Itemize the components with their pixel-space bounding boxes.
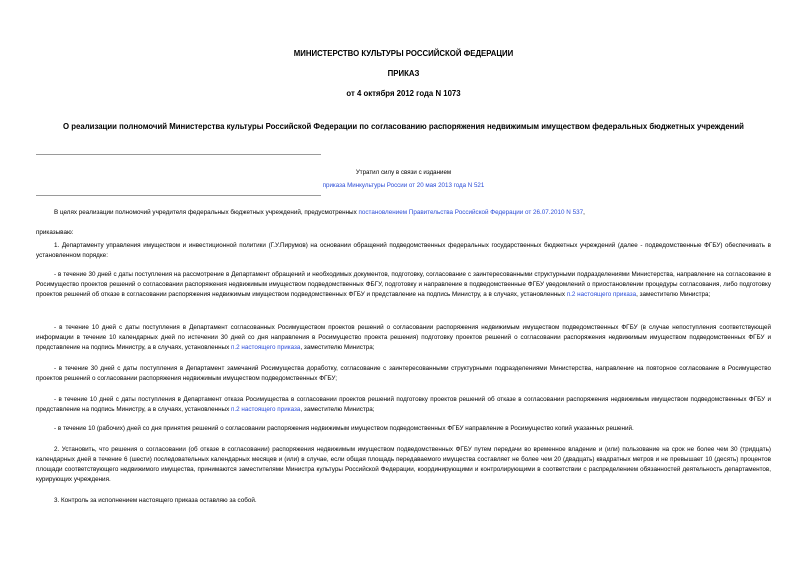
clause-2-link[interactable]: п.2 настоящего приказа bbox=[566, 291, 637, 298]
bullet-1 bbox=[36, 270, 771, 300]
paragraph-1: 1. Департаменту управления имуществом и инвестиционной политики (Г.У.Пирумов) на основании обращений подведомственных федеральных государственных бюджетных учреждений (далее - подведомственные ФГБУ) обеспечивать в установленном порядке: bbox=[36, 242, 771, 259]
bullet-3: - в течение 30 дней с даты поступления в Департамент замечаний Росимущества доработку, согласование с заинтересованными структурными подразделениями Министерства, направление на повторное согласование в Росимущество проектов решений о согласовании распоряжения недвижимым имуществом подведомственных ФГБУ; bbox=[36, 365, 771, 382]
doc-date-number: от 4 октября 2012 года N 1073 bbox=[346, 89, 461, 98]
repeal-order-link[interactable]: приказа Минкультуры России от 20 мая 2013 года N 521 bbox=[322, 182, 485, 189]
ministry-header: МИНИСТЕРСТВО КУЛЬТУРЫ РОССИЙСКОЙ ФЕДЕРАЦИИ bbox=[293, 49, 514, 58]
repeal-note: Утратил силу в связи с изданием bbox=[355, 169, 452, 176]
divider-top bbox=[36, 154, 321, 155]
order-word: приказываю: bbox=[36, 229, 74, 236]
divider-bottom bbox=[36, 195, 321, 196]
paragraph-3: 3. Контроль за исполнением настоящего приказа оставляю за собой. bbox=[54, 497, 257, 504]
bullet-1-end: , заместителю Министра; bbox=[636, 291, 711, 298]
paragraph-2: 2. Установить, что решения о согласовании (об отказе в согласовании) распоряжения недвижимым имуществом подведомственных ФГБУ путем передачи во временное владение и (или) пользование на срок не более чем 30 (тридцать) календарных дней в течение 6 (шести) последовательных календарных месяцев и (или) в случае, если общая площадь передаваемого имущества составляет не более чем 20 (двадцать) квадратных метров и не превышает 10 (десять) процентов площади соответствующего недвижимого имущества, принимаются заместителями Министра культуры Российской Федерации, координирующими и контролирующими в соответствии с распределением обязанностей деятельность департаментов, курирующих учреждения. bbox=[36, 446, 771, 483]
bullet-2-end: , заместителю Министра; bbox=[300, 344, 375, 351]
bullet-2 bbox=[36, 323, 771, 353]
intro-paragraph bbox=[36, 208, 771, 218]
clause-2-link[interactable]: п.2 настоящего приказа bbox=[231, 406, 301, 413]
decree-link[interactable]: постановлением Правительства Российской Федерации от 26.07.2010 N 537 bbox=[358, 209, 584, 216]
bullet-2-text: - в течение 10 дней с даты поступления в Департамент согласованных Росимуществом проектов решений о согласовании распоряжения недвижимым имуществом подведомственных ФГБУ (в случае непоступления соответствующей информации в течение 10 календарных дней по истечении 30 дней со дня направления в Росимущество проекта решения) подготовку проектов решений о согласовании распоряжения недвижимым имуществом подведомственных ФГБУ и представление на подпись Министру, а в случаях, установленных bbox=[36, 324, 771, 351]
clause-2-link[interactable]: п.2 настоящего приказа bbox=[231, 344, 301, 351]
doc-title: О реализации полномочий Министерства культуры Российской Федерации по согласованию распоряжения недвижимым имуществом федеральных бюджетных учреждений bbox=[63, 122, 744, 131]
bullet-5: - в течение 10 (рабочих) дней со дня принятия решений о согласовании распоряжения недвижимым имуществом подведомственных ФГБУ направление в Росимущество копий указанных решений. bbox=[54, 425, 634, 432]
intro-text-end: , bbox=[583, 209, 585, 216]
repeal-note-line bbox=[0, 181, 807, 191]
bullet-4-text: - в течение 10 дней с даты поступления в Департамент отказа Росимущества в согласовании проектов решений подготовку проектов решений об отказе в согласовании распоряжения недвижимым имуществом подведомственных ФГБУ и представление на подпись Министру, а в случаях, установленных bbox=[36, 396, 771, 413]
intro-text: В целях реализации полномочий учредителя федеральных бюджетных учреждений, предусмотренных bbox=[54, 209, 359, 216]
doc-type: ПРИКАЗ bbox=[387, 69, 420, 78]
bullet-4 bbox=[36, 395, 771, 415]
bullet-1-text: - в течение 30 дней с даты поступления на рассмотрение в Департамент обращений и необходимых документов, подготовку, согласование с заинтересованными структурными подразделениями Министерства, направление на согласование в Росимущество проектов решений о согласовании распоряжения недвижимым имуществом подведомственных ФБГУ, подготовку и направление в подведомственные ФГБУ уведомлений о приостановлении процедуры согласования, либо подготовку проектов решений об отказе в согласовании распоряжения недвижимым имуществом подведомственных ФГБУ и представление на подпись Министру, а в случаях, установленных bbox=[36, 271, 771, 298]
bullet-4-end: , заместителю Министра; bbox=[300, 406, 375, 413]
